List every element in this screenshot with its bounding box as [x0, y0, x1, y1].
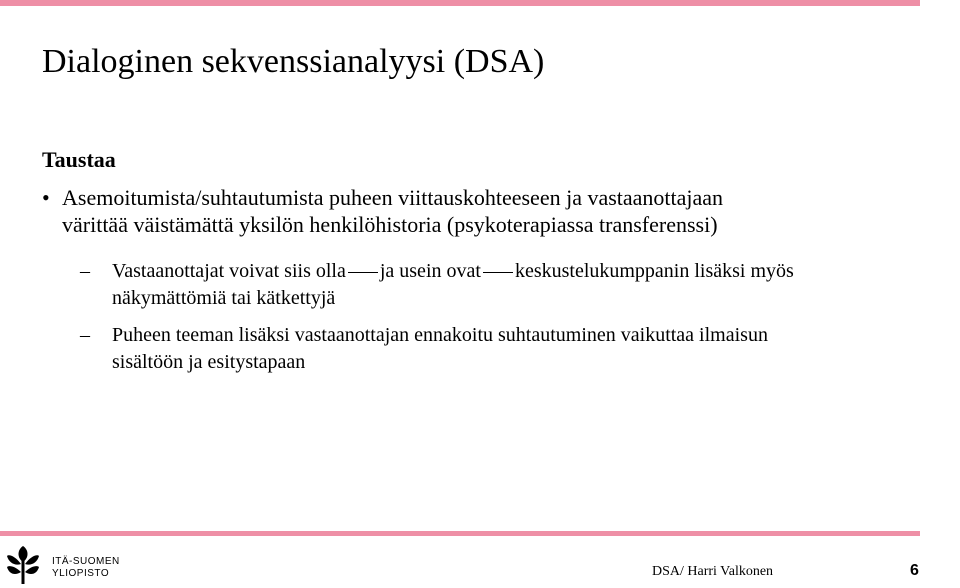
- university-name-line-2: YLIOPISTO: [52, 568, 110, 579]
- bottom-accent-bar: [0, 531, 920, 536]
- page-number: 6: [910, 562, 919, 579]
- sub-bullet-1-part-2: ja usein ovat: [379, 260, 481, 282]
- top-accent-bar: [0, 0, 920, 6]
- em-dash-line: [483, 272, 513, 273]
- university-name: [52, 556, 120, 580]
- bullet-line-2: värittää väistämättä yksilön henkilöhistoria (psykoterapiassa transferenssi): [62, 212, 718, 237]
- university-name-line-1: ITÄ-SUOMEN: [52, 556, 120, 567]
- sub-bullet-2-line-2: sisältöön ja esitystapaan: [112, 351, 306, 373]
- sub-bullet-1-text: [112, 258, 960, 312]
- sub-bullet-1-line-1: [112, 258, 960, 285]
- sub-bullet-1-part-1: Vastaanottajat voivat siis olla: [112, 260, 346, 282]
- bullet-icon: •: [42, 185, 50, 210]
- sub-bullet-1-line-2: näkymättömiä tai kätkettyjä: [112, 287, 336, 309]
- footer-credit: DSA/ Harri Valkonen: [652, 564, 774, 579]
- university-logo-icon: [6, 540, 40, 584]
- slide-title: Dialoginen sekvenssianalyysi (DSA): [42, 43, 545, 80]
- dash-icon: –: [80, 260, 90, 282]
- bullet-text: [62, 184, 922, 238]
- bullet-line-1: Asemoitumista/suhtautumista puheen viittauskohteeseen ja vastaanottajaan: [62, 185, 724, 210]
- sub-bullet-2-line-1: Puheen teeman lisäksi vastaanottajan ennakoitu suhtautuminen vaikuttaa ilmaisun: [112, 324, 768, 346]
- dash-icon: –: [80, 324, 90, 346]
- sub-bullet-1-part-3: keskustelukumppanin lisäksi myös: [514, 260, 794, 282]
- sub-bullet-2-text: [112, 322, 960, 376]
- section-heading: Taustaa: [42, 147, 116, 172]
- em-dash-line: [348, 272, 378, 273]
